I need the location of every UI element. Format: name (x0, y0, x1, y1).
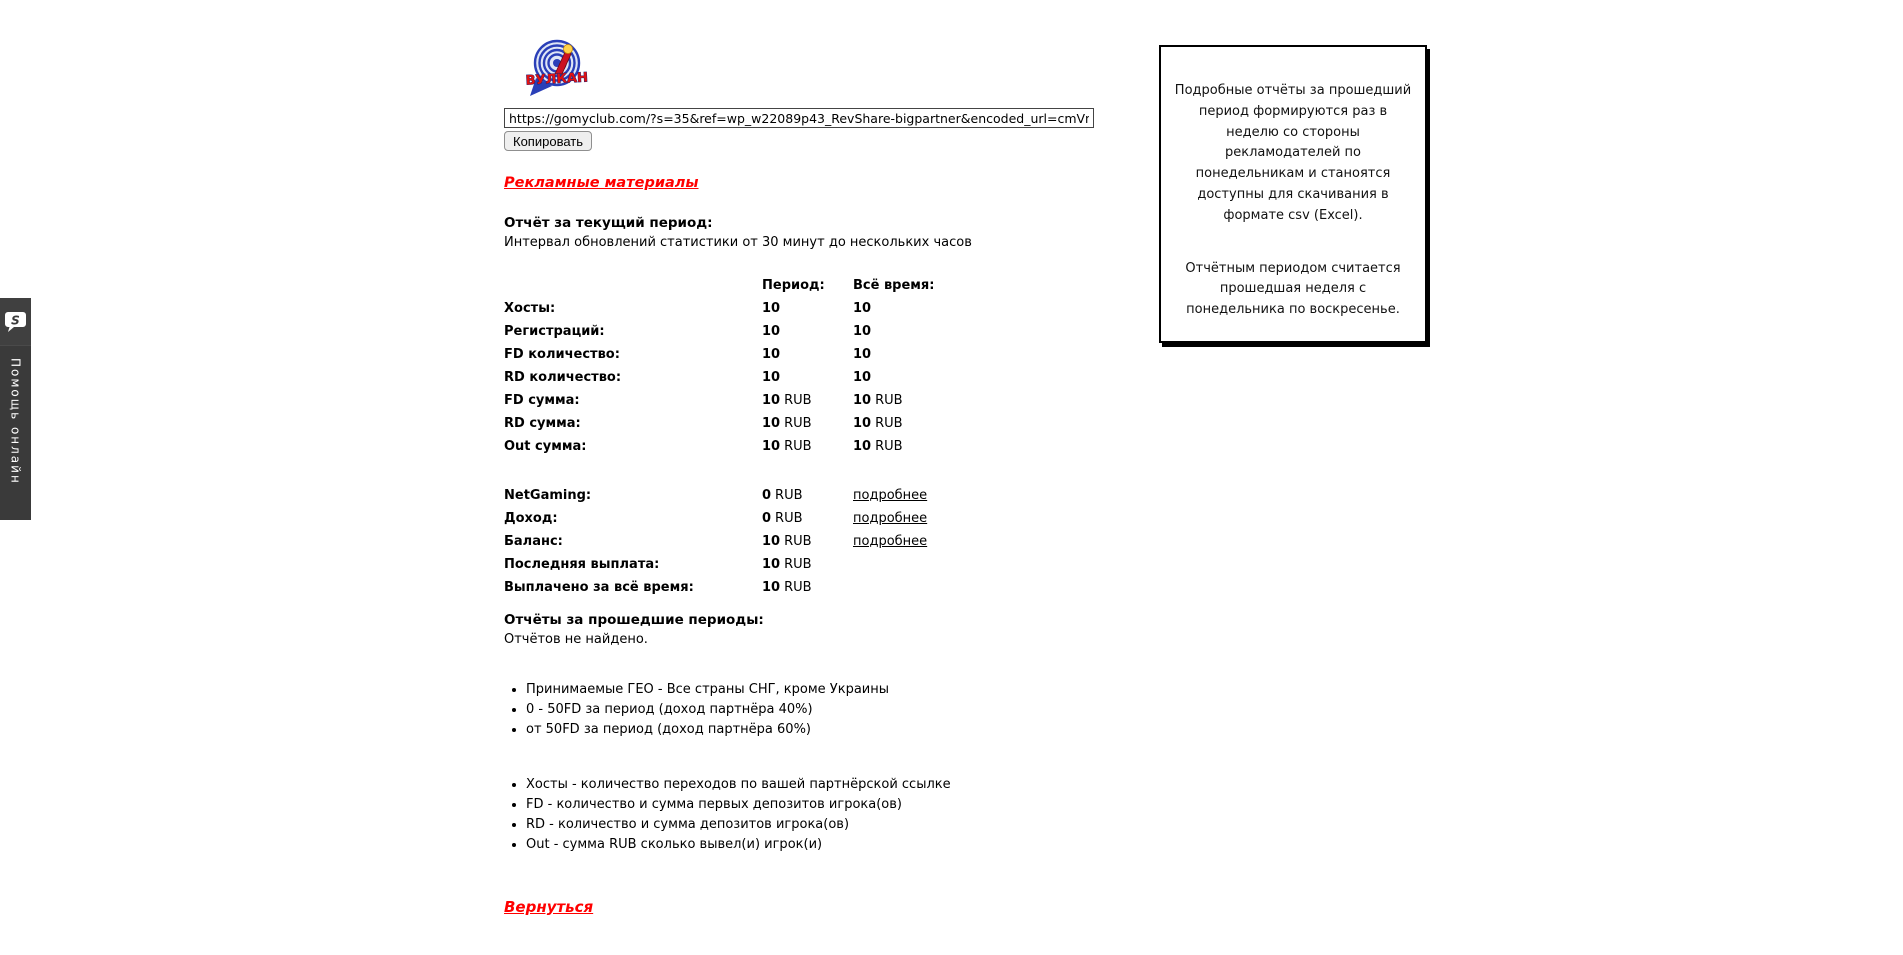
term-item: • от 50FD за период (доход партнёра 60%) (526, 722, 1144, 737)
stat-label: Доход: (504, 511, 558, 526)
table-row (504, 412, 1144, 435)
info-paragraph-2: Отчётным периодом считается прошедшая неделя с понедельника по воскресенье. (1185, 260, 1401, 318)
stat-label: Последняя выплата: (504, 557, 660, 572)
stat-value-cell: 0 RUB (762, 488, 803, 503)
details-link[interactable]: подробнее (853, 534, 928, 549)
details-link[interactable]: подробнее (853, 511, 928, 526)
stat-label: RD сумма: (504, 416, 581, 431)
stat-alltime-cell: 10 (853, 301, 872, 316)
table-row (504, 530, 1144, 553)
stat-label: RD количество: (504, 370, 622, 385)
promo-materials-link[interactable]: Рекламные материалы (504, 175, 699, 191)
stat-label: Регистраций: (504, 324, 605, 339)
stat-label: FD количество: (504, 347, 620, 362)
stat-value-cell: 10 RUB (762, 534, 812, 549)
details-link[interactable]: подробнее (853, 488, 928, 503)
stat-value-cell: 10 RUB (762, 580, 812, 595)
stats-header-alltime: Всё время: (853, 278, 935, 293)
stat-label: Out сумма: (504, 439, 587, 454)
stats-header-period: Период: (762, 278, 825, 293)
vulkan-logo-text: ВУЛКАН (525, 70, 589, 89)
stat-period-cell: 10 RUB (762, 416, 812, 431)
stat-period-cell: 10 (762, 301, 781, 316)
term-item: • Принимаемые ГЕО - Все страны СНГ, кроме Украины (526, 682, 1144, 697)
stat-period-cell: 10 RUB (762, 439, 812, 454)
table-row (504, 484, 1144, 507)
info-paragraph-1: Подробные отчёты за прошедший период формируются раз в неделю со стороны рекламодателей по понедельникам и станоятся доступны для скачивания в формате csv (Excel). (1174, 83, 1412, 223)
stats-table (504, 274, 1144, 599)
referral-url-input[interactable] (504, 108, 1094, 128)
table-row (504, 435, 1144, 458)
stat-alltime-cell: 10 RUB (853, 416, 903, 431)
term-item: • 0 - 50FD за период (доход партнёра 40%) (526, 702, 1144, 717)
stats-header-row (504, 274, 1144, 297)
stat-alltime-cell: 10 RUB (853, 393, 903, 408)
stat-period-cell: 10 (762, 370, 781, 385)
table-row (504, 320, 1144, 343)
stat-value-cell: 10 RUB (762, 557, 812, 572)
stat-label: FD сумма: (504, 393, 580, 408)
vulkan-logo (522, 36, 592, 100)
past-reports-heading: Отчёты за прошедшие периоды: (504, 612, 764, 628)
table-row (504, 297, 1144, 320)
chat-bubble-icon (0, 298, 31, 346)
stat-period-cell: 10 (762, 347, 781, 362)
current-report-heading: Отчёт за текущий период: (504, 215, 713, 231)
promo-materials-row (504, 175, 1144, 191)
update-interval-note: Интервал обновлений статистики от 30 минут до нескольких часов (504, 235, 972, 250)
stat-alltime-cell: 10 (853, 347, 872, 362)
glossary-item: • FD - количество и сумма первых депозитов игрока(ов) (526, 797, 1144, 812)
stat-alltime-cell: 10 (853, 324, 872, 339)
glossary-item: • Out - сумма RUB сколько вывел(и) игрок(и) (526, 837, 1144, 852)
copy-button[interactable]: Копировать (504, 131, 592, 151)
table-row (504, 343, 1144, 366)
glossary-item: • RD - количество и сумма депозитов игрока(ов) (526, 817, 1144, 832)
stat-value-cell: 0 RUB (762, 511, 803, 526)
main-content (504, 36, 1144, 916)
stat-alltime-cell: 10 RUB (853, 439, 903, 454)
table-row (504, 366, 1144, 389)
stat-alltime-cell: 10 (853, 370, 872, 385)
copy-button-row (504, 128, 1144, 151)
stats-group-gap (504, 458, 1144, 484)
stat-label: NetGaming: (504, 488, 592, 503)
stat-period-cell: 10 (762, 324, 781, 339)
back-link[interactable]: Вернуться (504, 898, 594, 916)
stat-label: Хосты: (504, 301, 556, 316)
stat-period-cell: 10 RUB (762, 393, 812, 408)
stat-label: Выплачено за всё время: (504, 580, 694, 595)
table-row (504, 576, 1144, 599)
svg-text:S: S (10, 313, 20, 328)
table-row (504, 389, 1144, 412)
table-row (504, 507, 1144, 530)
past-reports-empty: Отчётов не найдено. (504, 632, 648, 647)
glossary-list (526, 777, 1144, 852)
chat-widget-label: Помощь онлайн (8, 358, 23, 485)
chat-widget-tab[interactable] (0, 298, 31, 520)
terms-list (526, 682, 1144, 737)
table-row (504, 553, 1144, 576)
reports-info-box (1159, 45, 1427, 343)
back-row (504, 898, 1144, 916)
stat-label: Баланс: (504, 534, 563, 549)
glossary-item: • Хосты - количество переходов по вашей партнёрской ссылке (526, 777, 1144, 792)
